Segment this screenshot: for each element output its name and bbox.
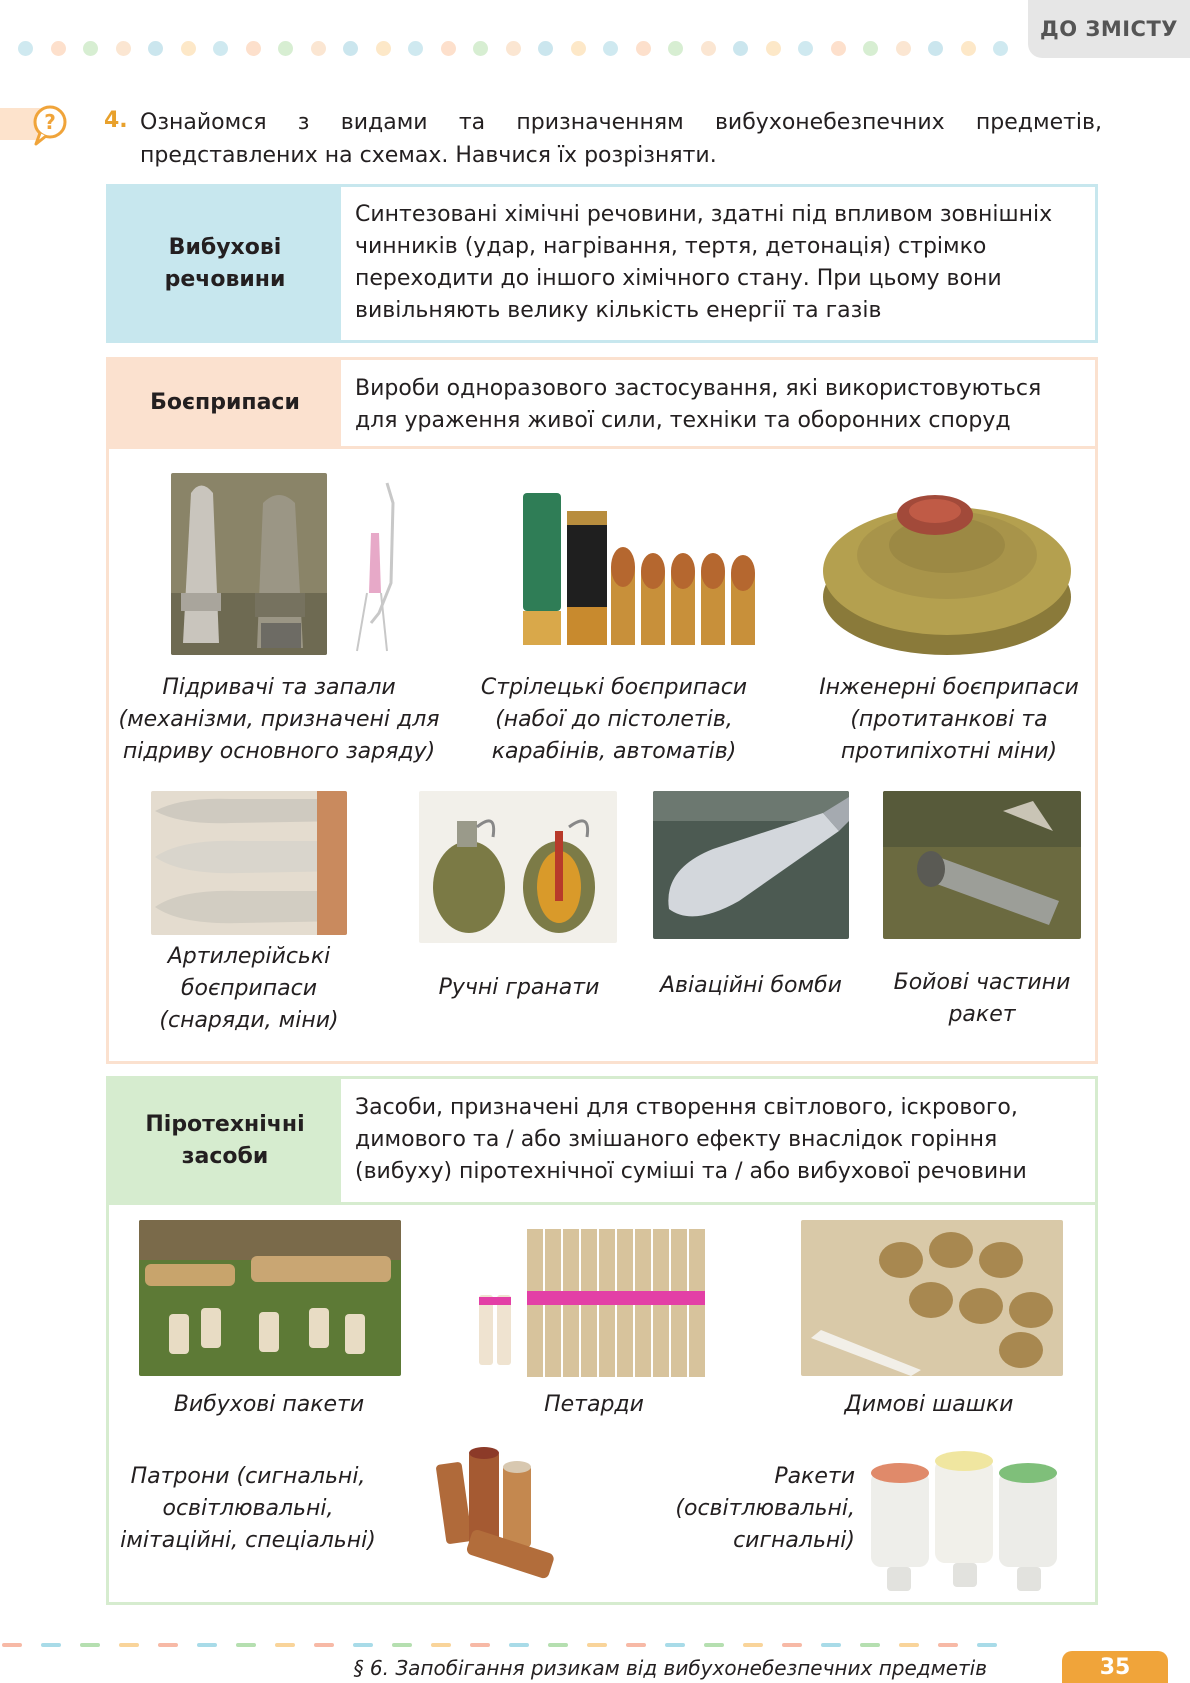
decorative-dot	[928, 41, 943, 56]
decorative-dot	[571, 41, 586, 56]
hand-grenades-photo	[419, 791, 617, 943]
decorative-dot	[506, 41, 521, 56]
artillery-shells-photo	[151, 791, 347, 935]
decorative-dot	[246, 41, 261, 56]
decorative-dot	[798, 41, 813, 56]
decorative-dash	[236, 1643, 256, 1647]
chapter-footer: § 6. Запобігання ризикам від вибухонебезпечних предметів	[353, 1656, 987, 1680]
decorative-dot	[51, 41, 66, 56]
decorative-dot	[636, 41, 651, 56]
decorative-dash	[743, 1643, 763, 1647]
decorative-dot	[668, 41, 683, 56]
decorative-dot	[701, 41, 716, 56]
item-caption: Ручні гранати	[438, 975, 600, 1000]
decorative-dot	[116, 41, 131, 56]
decorative-dot	[18, 41, 33, 56]
decorative-dot	[213, 41, 228, 56]
pyrotechnics-definition: Засоби, призначені для створення світлового, іскрового, димового та / або змішаного ефекту внаслідок горіння (вибуху) піротехнічної суміші та / або вибухової речовини	[341, 1079, 1095, 1202]
explosives-row	[106, 184, 1098, 343]
ammunition-definition: Вироби одноразового застосування, які використовуються для ураження живої сили, техніки та оборонних споруд	[341, 360, 1095, 446]
decorative-dash	[197, 1643, 217, 1647]
decorative-dot	[831, 41, 846, 56]
decorative-dash	[314, 1643, 334, 1647]
signal-rockets-photo	[865, 1449, 1065, 1597]
decorative-dash	[665, 1643, 685, 1647]
blast-packets-photo	[139, 1220, 401, 1376]
decorative-dot-border	[18, 41, 1038, 57]
pyrotechnics-term: Піротехнічні засоби	[145, 1111, 305, 1169]
explosives-definition: Синтезовані хімічні речовини, здатні під впливом зовнішніх чинників (удар, нагрівання, тертя, детонація) стрімко переходити до іншого хімічного стану. При цьому вони вивільняють велику кількість енергії та газів	[341, 187, 1095, 340]
decorative-dot	[733, 41, 748, 56]
decorative-dot	[181, 41, 196, 56]
ammunition-term: Боєприпаси	[150, 390, 300, 415]
item-caption: Вибухові пакети	[173, 1392, 365, 1417]
decorative-dash	[782, 1643, 802, 1647]
ammunition-panel	[106, 449, 1098, 1064]
ammunition-row	[106, 357, 1098, 449]
decorative-dash	[977, 1643, 997, 1647]
item-caption: Інженерні боєприпаси (протитанкові та протипіхотні міни)	[819, 675, 1079, 764]
decorative-dot	[961, 41, 976, 56]
decorative-dash	[938, 1643, 958, 1647]
svg-text:?: ?	[44, 110, 56, 134]
decorative-dash	[119, 1643, 139, 1647]
decorative-dash	[353, 1643, 373, 1647]
decorative-dash	[626, 1643, 646, 1647]
decorative-dash	[509, 1643, 529, 1647]
decorative-dot	[278, 41, 293, 56]
question-text: Ознайомся з видами та призначенням вибухонебезпечних предметів, представлених на схемах. Навчися їх розрізняти.	[140, 110, 1102, 168]
cartridges-photo	[517, 487, 783, 649]
decorative-dot	[441, 41, 456, 56]
decorative-dash	[275, 1643, 295, 1647]
item-caption: Патрони (сигнальні, освітлювальні, імітаційні, спеціальні)	[120, 1464, 376, 1553]
decorative-dot	[83, 41, 98, 56]
decorative-dot	[408, 41, 423, 56]
decorative-dash-border	[0, 1643, 1190, 1649]
fuzes-photo	[171, 473, 327, 655]
decorative-dot	[343, 41, 358, 56]
decorative-dot	[376, 41, 391, 56]
item-caption: Артилерійські боєприпаси (снаряди, міни)	[159, 944, 339, 1033]
decorative-dot	[148, 41, 163, 56]
decorative-dash	[821, 1643, 841, 1647]
decorative-dot	[993, 41, 1008, 56]
decorative-dot	[538, 41, 553, 56]
question-number: 4.	[104, 108, 128, 133]
decorative-dot	[603, 41, 618, 56]
decorative-dash	[80, 1643, 100, 1647]
decorative-dot	[896, 41, 911, 56]
aerial-bomb-photo	[653, 791, 849, 939]
item-caption: Ракети (освітлювальні, сигнальні)	[675, 1464, 855, 1553]
pyrotechnics-panel	[106, 1205, 1098, 1605]
decorative-dot	[311, 41, 326, 56]
item-caption: Петарди	[544, 1392, 644, 1417]
decorative-dash	[158, 1643, 178, 1647]
decorative-dash	[587, 1643, 607, 1647]
decorative-dot	[863, 41, 878, 56]
missile-warhead-photo	[883, 791, 1081, 939]
item-caption: Стрілецькі боєприпаси (набої до пістолетів, карабінів, автоматів)	[480, 675, 748, 764]
question-bubble-icon	[0, 100, 75, 148]
smoke-pots-photo	[801, 1220, 1063, 1376]
decorative-dash	[392, 1643, 412, 1647]
table-of-contents-button[interactable]: ДО ЗМІСТУ	[1028, 0, 1190, 58]
pyrotechnics-row	[106, 1076, 1098, 1205]
item-caption: Підривачі та запали (механізми, призначені для підриву основного заряду)	[118, 675, 440, 764]
item-caption: Авіаційні бомби	[660, 973, 842, 998]
decorative-dash	[470, 1643, 490, 1647]
detonator-photo	[343, 473, 405, 655]
decorative-dash	[704, 1643, 724, 1647]
item-caption: Бойові частини ракет	[893, 970, 1071, 1027]
decorative-dash	[899, 1643, 919, 1647]
decorative-dash	[2, 1643, 22, 1647]
signal-cartridges-photo	[435, 1445, 561, 1593]
item-caption: Димові шашки	[844, 1392, 1014, 1417]
decorative-dash	[41, 1643, 61, 1647]
decorative-dot	[473, 41, 488, 56]
firecrackers-photo	[475, 1225, 719, 1381]
landmine-photo	[819, 485, 1077, 661]
page-number: 35	[1062, 1651, 1168, 1683]
decorative-dash	[548, 1643, 568, 1647]
decorative-dot	[766, 41, 781, 56]
explosives-term: Вибухові речовини	[164, 234, 286, 292]
decorative-dash	[860, 1643, 880, 1647]
decorative-dash	[431, 1643, 451, 1647]
